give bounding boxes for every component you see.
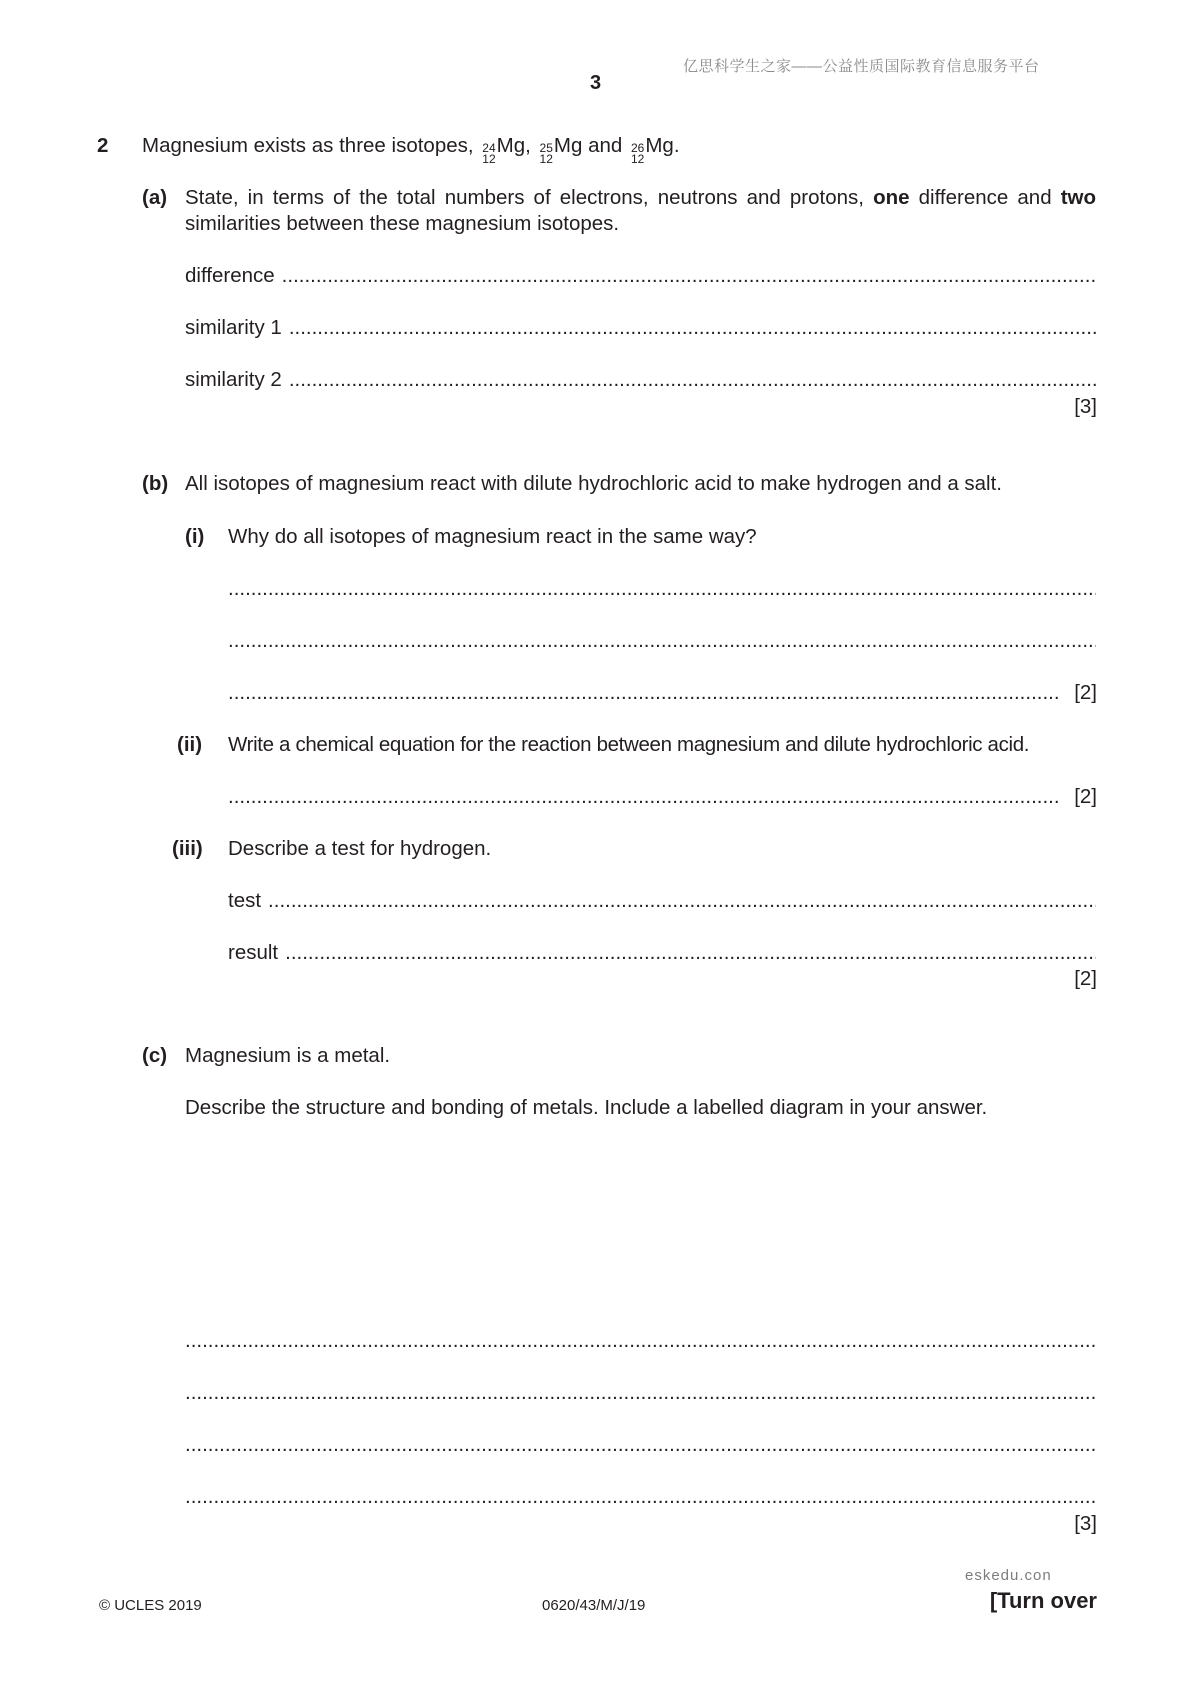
difference-label: difference (185, 264, 275, 287)
paper-code: 0620/43/M/J/19 (542, 1597, 646, 1614)
c-answer-line-2[interactable] (185, 1380, 1096, 1406)
part-c-marks: [3] (1074, 1512, 1097, 1535)
test-answer-line[interactable] (228, 888, 1096, 914)
b-i-answer-line-3[interactable] (228, 680, 1058, 706)
eskedu-watermark: eskedu.con (965, 1567, 1052, 1584)
part-b-i-marks: [2] (1074, 681, 1097, 704)
question-number: 2 (97, 134, 109, 157)
part-c-question: Describe the structure and bonding of metals. Include a labelled diagram in your answer. (185, 1096, 988, 1119)
part-b-ii-marks: [2] (1074, 785, 1097, 808)
result-label: result (228, 941, 279, 964)
part-b-iii-marks: [2] (1074, 967, 1097, 990)
isotope-mg-26: 26 12 Mg (631, 134, 674, 166)
result-answer-line[interactable] (228, 940, 1096, 966)
page-number: 3 (589, 72, 602, 94)
diagram-area[interactable] (185, 1135, 1096, 1325)
similarity-1-label: similarity 1 (185, 316, 282, 339)
part-b-ii-label: (ii) (177, 733, 203, 756)
similarity-2-label: similarity 2 (185, 368, 282, 391)
part-a-marks: [3] (1074, 395, 1097, 418)
similarity-1-answer-line[interactable] (185, 315, 1096, 341)
part-a-label: (a) (142, 186, 168, 209)
b-i-answer-line-2[interactable] (228, 628, 1096, 654)
c-answer-line-3[interactable] (185, 1432, 1096, 1458)
part-b-ii-question: Write a chemical equation for the reaction between magnesium and dilute hydrochloric acid. (228, 733, 1030, 756)
part-b-i-label: (i) (185, 525, 205, 548)
part-b-i-question: Why do all isotopes of magnesium react in the same way? (228, 525, 757, 548)
copyright: © UCLES 2019 (99, 1597, 202, 1614)
difference-answer-line[interactable] (185, 263, 1096, 289)
similarity-2-answer-line[interactable] (185, 367, 1096, 393)
watermark-text: 亿思科学生之家——公益性质国际教育信息服务平台 (683, 58, 1040, 75)
part-a-question: State, in terms of the total numbers of electrons, neutrons and protons, one difference and two similarities between these magnesium isotopes. (185, 186, 1097, 235)
part-b-iii-label: (iii) (172, 837, 203, 860)
b-i-answer-line-1[interactable] (228, 576, 1096, 602)
b-ii-answer-line[interactable] (228, 784, 1058, 810)
isotope-mg-24: 24 12 Mg (482, 134, 526, 166)
question-intro: Magnesium exists as three isotopes, 24 12 Mg , 25 12 Mg and 26 12 Mg . (142, 134, 680, 166)
part-c-label: (c) (142, 1044, 168, 1067)
c-answer-line-4[interactable] (185, 1484, 1096, 1510)
part-b-iii-question: Describe a test for hydrogen. (228, 837, 492, 860)
part-c-statement: Magnesium is a metal. (185, 1044, 391, 1067)
part-b-question: All isotopes of magnesium react with dilute hydrochloric acid to make hydrogen and a salt. (185, 472, 1003, 495)
turn-over: [Turn over (989, 1588, 1097, 1613)
isotope-mg-25: 25 12 Mg (539, 134, 583, 166)
intro-text: Magnesium exists as three isotopes, (142, 134, 474, 157)
part-b-label: (b) (142, 472, 169, 495)
c-answer-line-1[interactable] (185, 1328, 1096, 1354)
test-label: test (228, 889, 262, 912)
